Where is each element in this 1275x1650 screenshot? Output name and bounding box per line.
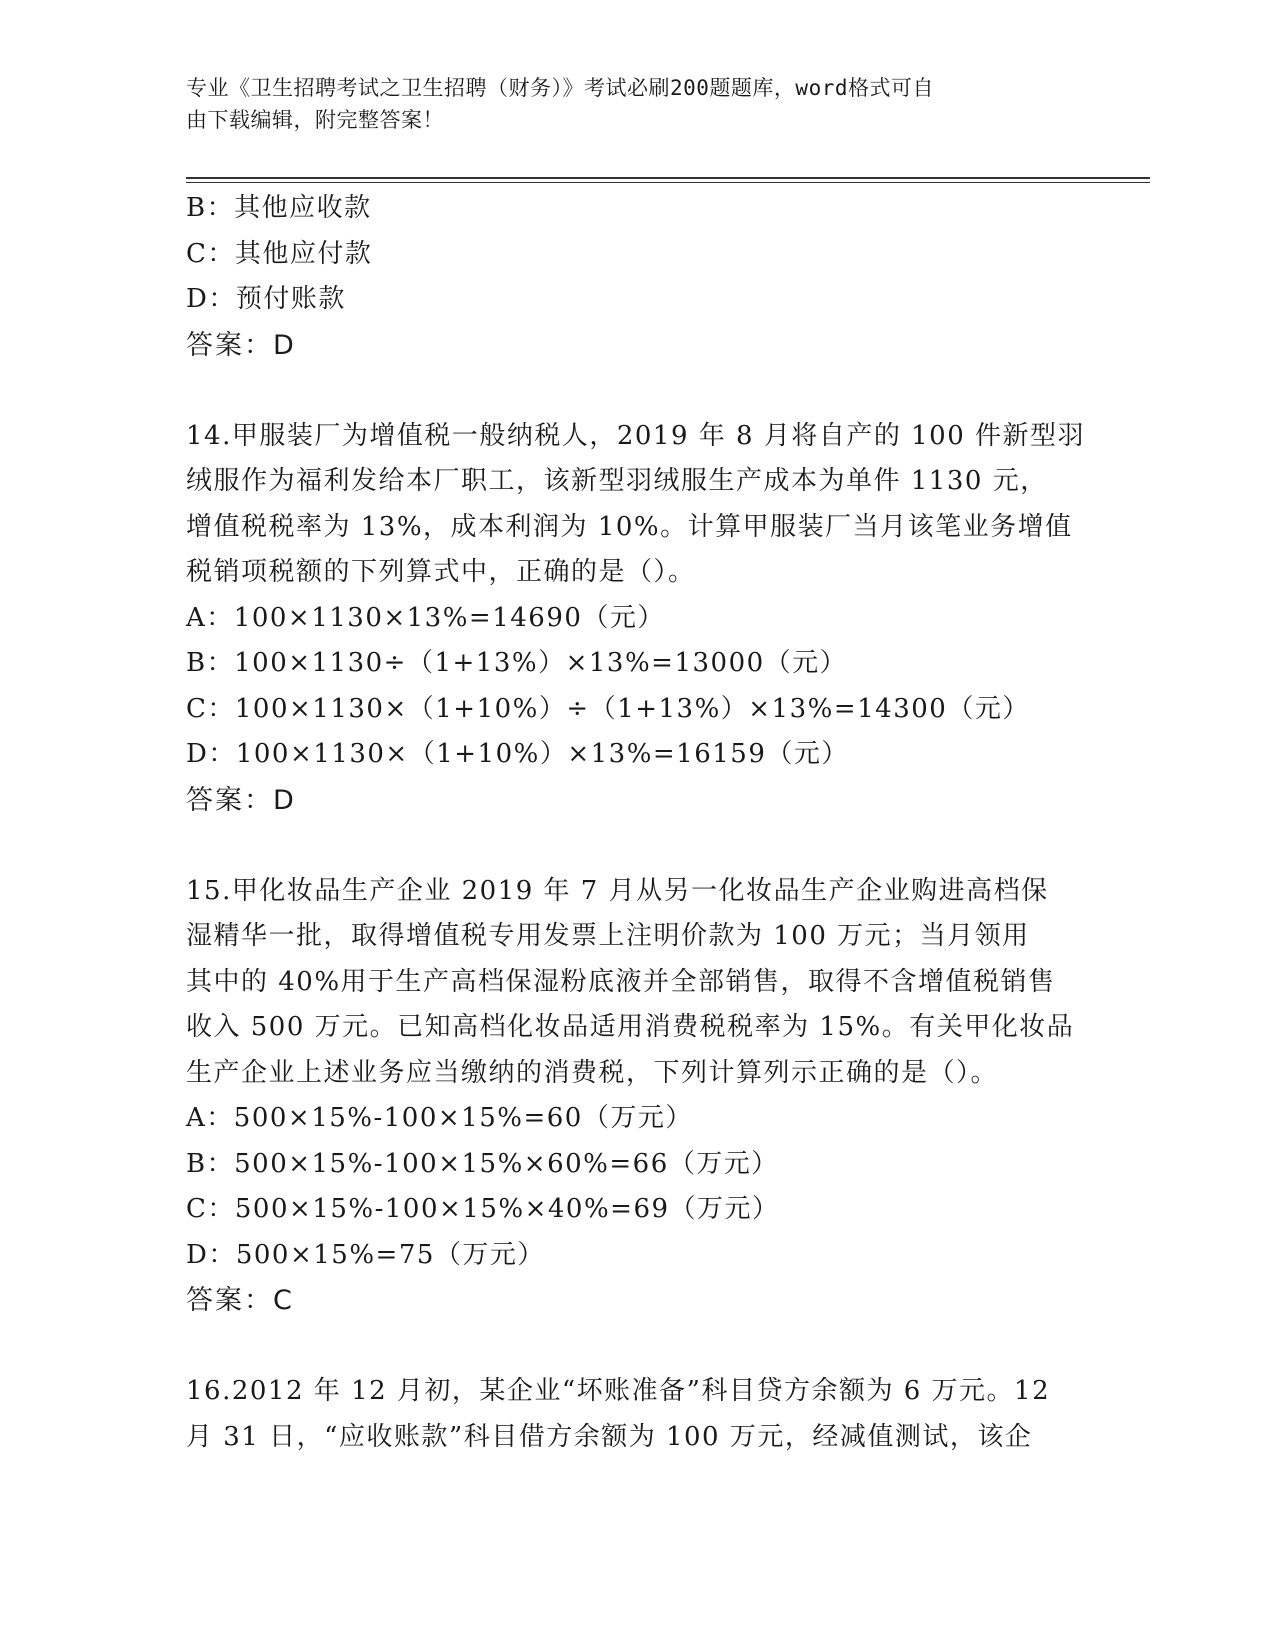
question-text-line: 14.甲服装厂为增值税一般纳税人，2019 年 8 月将自产的 100 件新型羽 — [186, 420, 1086, 451]
question-text-line: 其中的 40%用于生产高档保湿粉底液并全部销售，取得不含增值税销售 — [186, 966, 1056, 997]
question-13-tail — [186, 186, 1086, 368]
option-b: B：500×15%-100×15%×60%=66（万元） — [186, 1148, 779, 1179]
option-d: D：预付账款 — [186, 284, 346, 314]
option-b: B：100×1130÷（1+13%）×13%=13000（元） — [186, 648, 848, 678]
question-text-line: 湿精华一批，取得增值税专用发票上注明价款为 100 万元；当月领用 — [186, 921, 1030, 951]
option-d: D：100×1130×（1+10%）×13%=16159（元） — [186, 739, 849, 769]
option-c: C：其他应付款 — [186, 238, 373, 269]
header-line-1: 专业《卫生招聘考试之卫生招聘（财务）》考试必刷200题题库，word格式可自 — [186, 76, 934, 100]
question-15 — [186, 869, 1086, 1324]
spacer — [186, 823, 1086, 869]
question-text-line: 增值税税率为 13%，成本利润为 10%。计算甲服装厂当月该笔业务增值 — [186, 511, 1073, 542]
header-divider-thick — [186, 177, 1150, 179]
document-body — [186, 186, 1086, 1460]
question-text-line: 绒服作为福利发给本厂职工，该新型羽绒服生产成本为单件 1130 元， — [186, 466, 1048, 496]
option-c: C：500×15%-100×15%×40%=69（万元） — [186, 1194, 780, 1224]
header-divider-thin — [186, 182, 1150, 183]
question-text-line: 生产企业上述业务应当缴纳的消费税，下列计算列示正确的是（）。 — [186, 1057, 999, 1088]
question-text-line: 16.2012 年 12 月初，某企业“坏账准备”科目贷方余额为 6 万元。12 — [186, 1376, 1051, 1406]
question-text-line: 收入 500 万元。已知高档化妆品适用消费税税率为 15%。有关甲化妆品 — [186, 1012, 1075, 1042]
spacer — [186, 368, 1086, 414]
question-text-line: 月 31 日，“应收账款”科目借方余额为 100 万元，经减值测试，该企 — [186, 1421, 1033, 1452]
option-d: D：500×15%=75（万元） — [186, 1239, 545, 1270]
document-header — [186, 72, 1066, 136]
option-b: B：其他应收款 — [186, 193, 372, 223]
answer: 答案：D — [186, 329, 296, 361]
question-text-line: 15.甲化妆品生产企业 2019 年 7 月从另一化妆品生产企业购进高档保 — [186, 875, 1049, 906]
question-14 — [186, 414, 1086, 824]
spacer — [186, 1324, 1086, 1370]
option-c: C：100×1130×（1+10%）÷（1+13%）×13%=14300（元） — [186, 693, 1030, 724]
header-line-2: 由下载编辑，附完整答案！ — [186, 108, 444, 132]
answer: 答案：D — [186, 784, 296, 816]
answer: 答案：C — [186, 1285, 294, 1316]
option-a: A：100×1130×13%=14690（元） — [186, 602, 665, 633]
question-16 — [186, 1369, 1086, 1460]
question-text-line: 税销项税额的下列算式中，正确的是（）。 — [186, 557, 696, 587]
option-a: A：500×15%-100×15%=60（万元） — [186, 1103, 693, 1133]
